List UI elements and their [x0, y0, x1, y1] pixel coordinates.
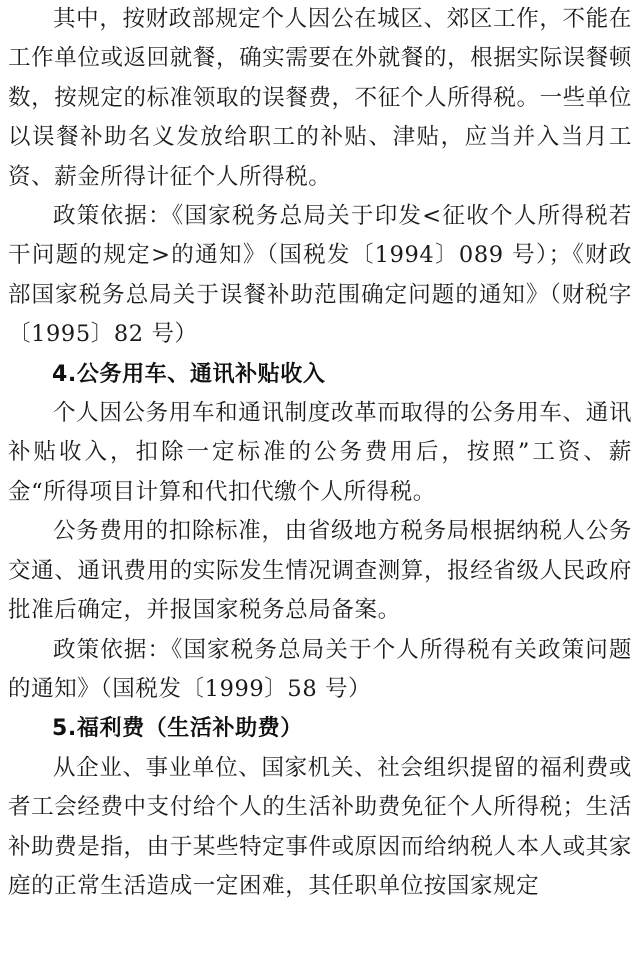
paragraph-vehicle-telecom-subsidy: 个人因公务用车和通讯制度改革而取得的公务用车、通讯补贴收入，扣除一定标准的公务费用后，按照”工资、薪金“所得项目计算和代扣代缴个人所得税。	[8, 400, 632, 505]
paragraph-policy-basis-2: 政策依据：《国家税务总局关于个人所得税有关政策问题的通知》（国税发〔1999〕58 号）	[8, 636, 632, 702]
paragraph-policy-basis-1: 政策依据：《国家税务总局关于印发<征收个人所得税若干问题的规定>的通知》（国税发〔1994〕089 号）；《财政部国家税务总局关于误餐补助范围确定问题的通知》（财税字〔1995〕82 号）	[8, 203, 632, 348]
paragraph-deduction-standard: 公务费用的扣除标准，由省级地方税务局根据纳税人公务交通、通讯费用的实际发生情况调查测算，报经省级人民政府批准后确定，并报国家税务总局备案。	[8, 518, 632, 624]
section-heading-5: 5.福利费（生活补助费）	[52, 716, 303, 742]
paragraph-meal-subsidy: 其中，按财政部规定个人因公在城区、郊区工作，不能在工作单位或返回就餐，确实需要在外就餐的，根据实际误餐顿数，按规定的标准领取的误餐费，不征个人所得税。一些单位以误餐补助名义发放给职工的补贴、津贴，应当并入当月工资、薪金所得计征个人所得税。	[8, 6, 632, 190]
section-heading-4: 4.公务用车、通讯补贴收入	[52, 361, 326, 387]
paragraph-welfare-fee: 从企业、事业单位、国家机关、社会组织提留的福利费或者工会经费中支付给个人的生活补助费免征个人所得税；生活补助费是指，由于某些特定事件或原因而给纳税人本人或其家庭的正常生活造成一定困难，其任职单位按国家规定	[8, 754, 632, 899]
